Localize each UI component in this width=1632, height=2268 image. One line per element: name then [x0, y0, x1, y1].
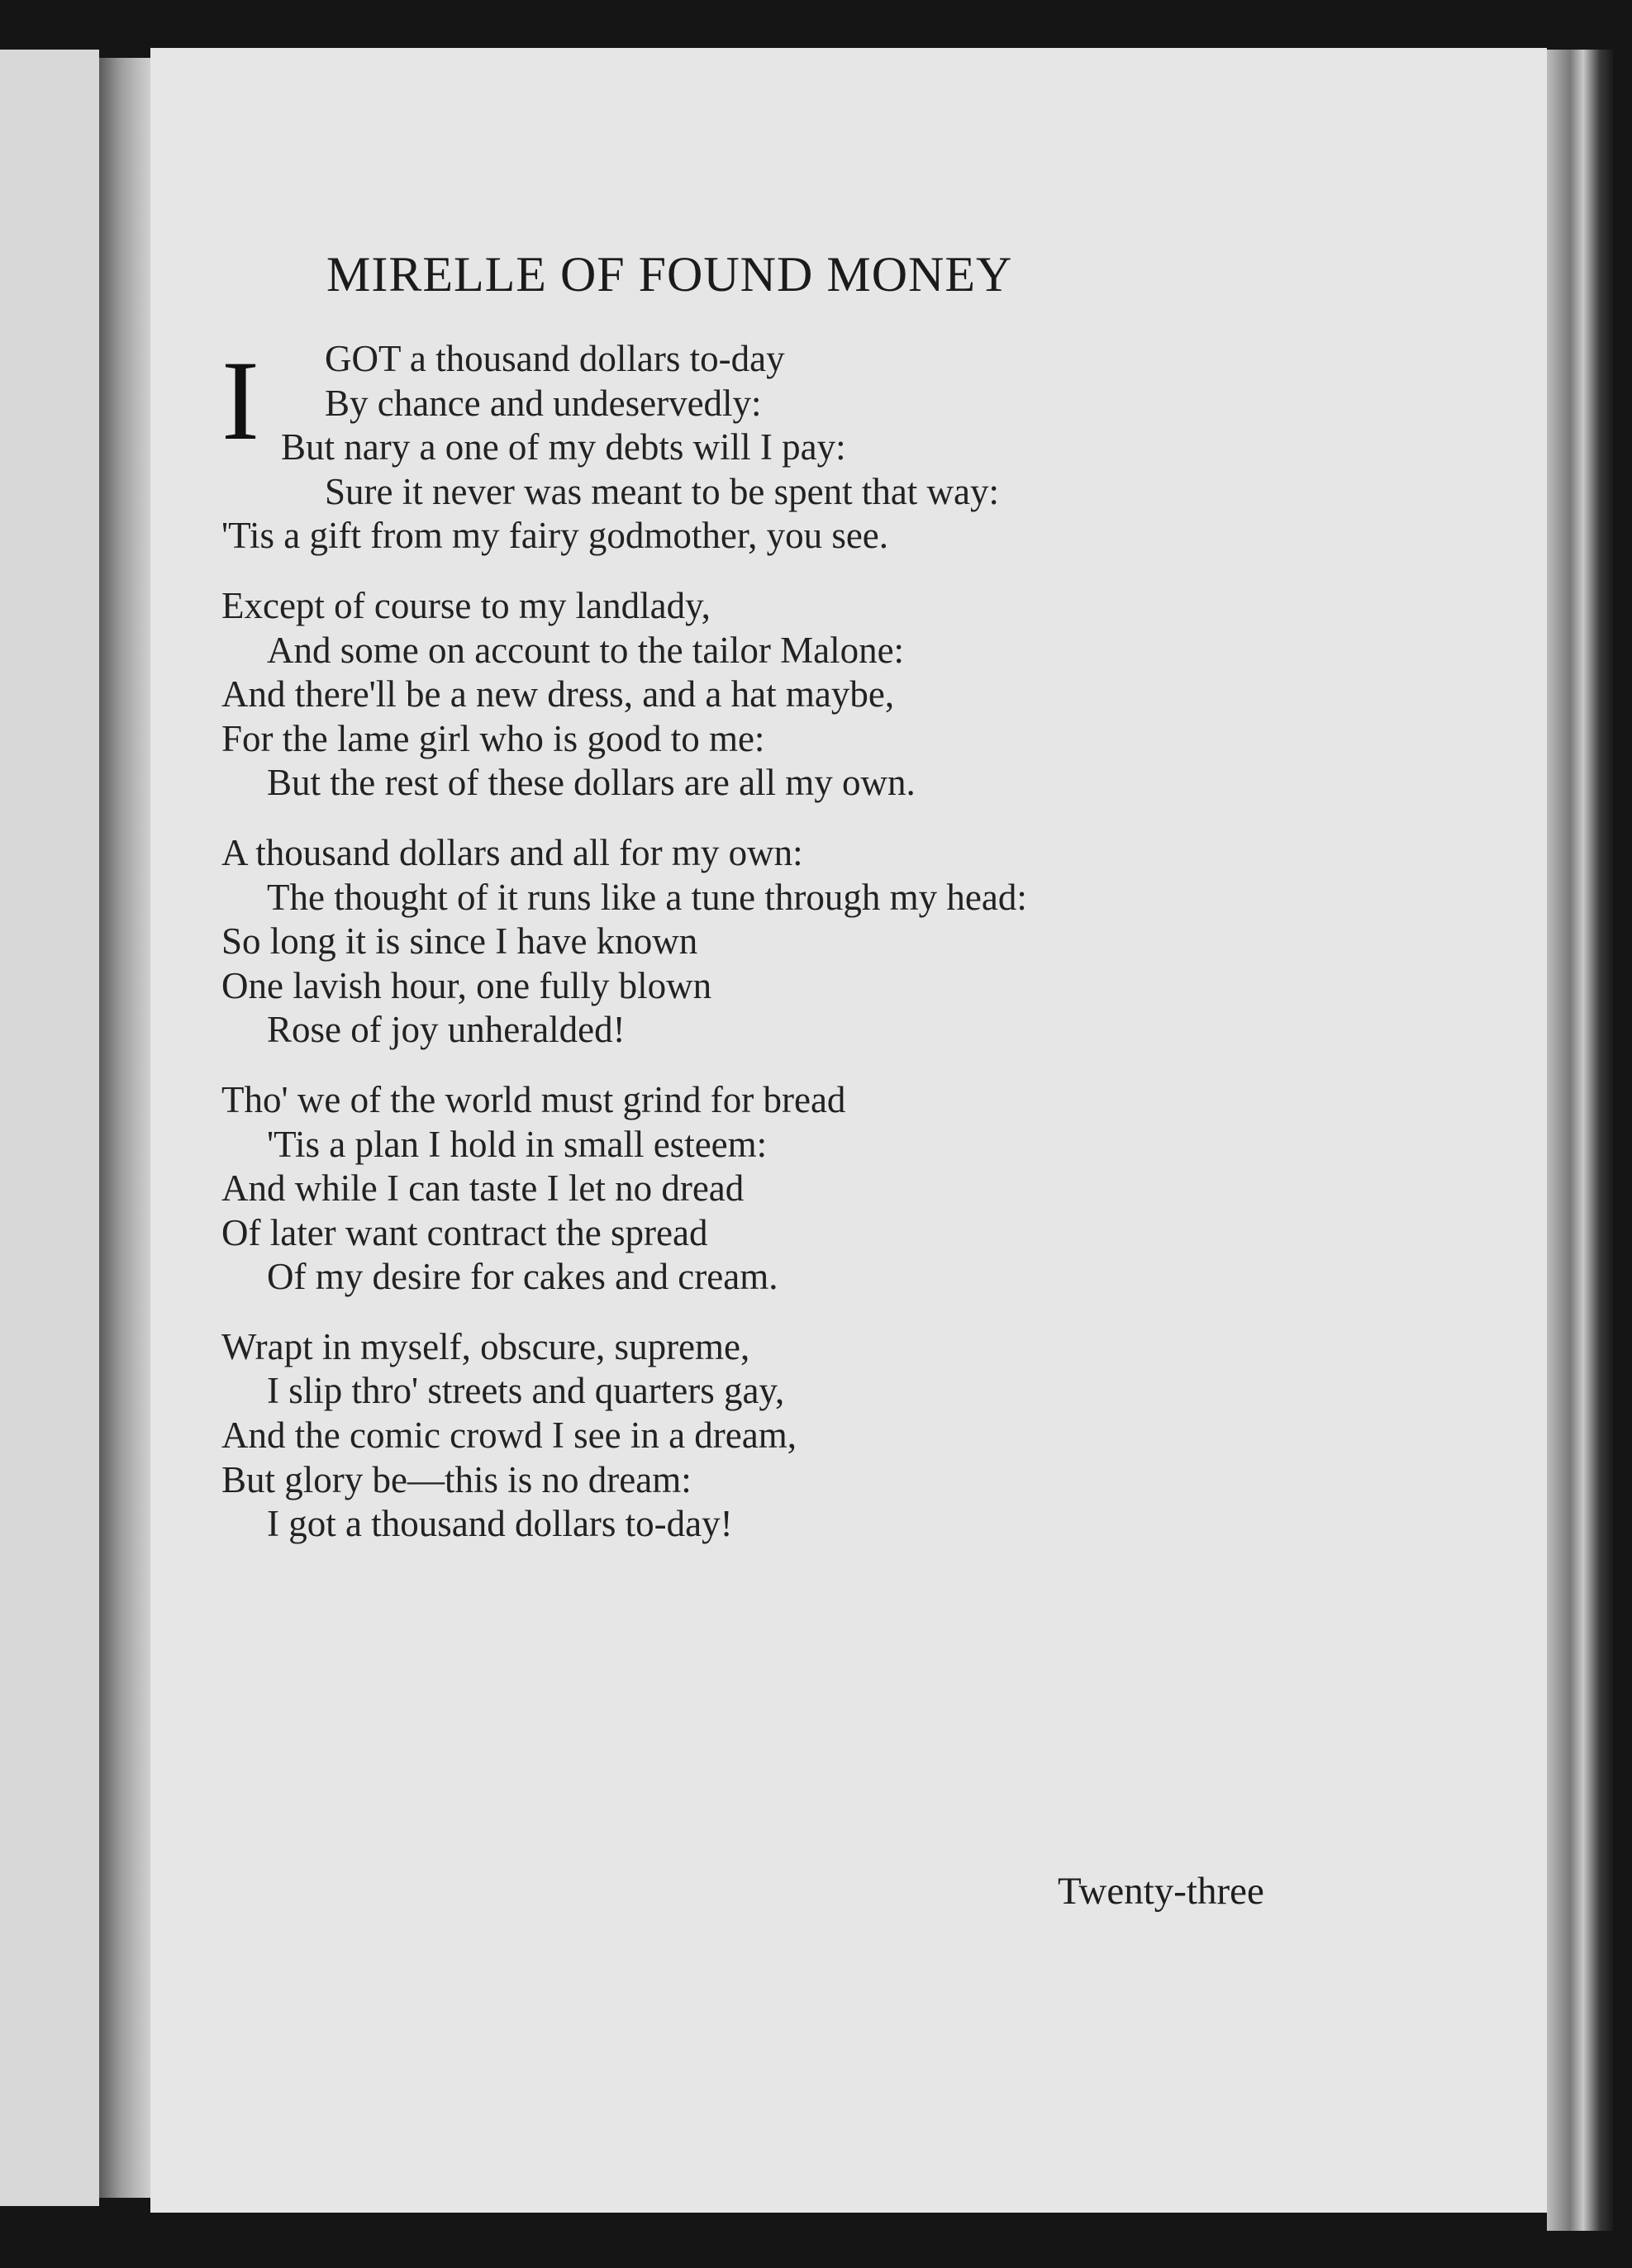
- poem-line: One lavish hour, one fully blown: [221, 964, 712, 1006]
- drop-cap: I: [221, 337, 259, 464]
- right-page-edge: [1547, 50, 1613, 2231]
- poem-line: By chance and undeservedly:: [325, 382, 762, 424]
- poem-line: Of my desire for cakes and cream.: [267, 1256, 778, 1298]
- poem-body: [221, 337, 1378, 1572]
- left-page-edge: [0, 50, 99, 2206]
- poem-line: Rose of joy unheralded!: [267, 1009, 626, 1051]
- poem-line: The thought of it runs like a tune through my head:: [267, 876, 1027, 918]
- page-number: Twenty-three: [1058, 1870, 1264, 1913]
- poem-line: Wrapt in myself, obscure, supreme,: [221, 1325, 750, 1367]
- poem-title: MIRELLE OF FOUND MONEY: [326, 247, 1013, 302]
- poem-line: Except of course to my landlady,: [221, 584, 711, 626]
- poem-line: A thousand dollars and all for my own:: [221, 831, 803, 873]
- poem-line: So long it is since I have known: [221, 920, 698, 963]
- poem-line: GOT a thousand dollars to-day: [325, 338, 785, 379]
- stanza-3: [221, 831, 1378, 1053]
- book-gutter: [99, 58, 150, 2198]
- poem-line: But glory be—this is no dream:: [221, 1458, 692, 1500]
- poem-line: But the rest of these dollars are all my own.: [267, 762, 916, 804]
- stanza-2: [221, 584, 1378, 806]
- stanza-5: [221, 1325, 1378, 1547]
- poem-line: Tho' we of the world must grind for bread: [221, 1078, 846, 1120]
- poem-line: And some on account to the tailor Malone:: [267, 629, 905, 671]
- poem-line: 'Tis a plan I hold in small esteem:: [267, 1123, 768, 1165]
- poem-line: For the lame girl who is good to me:: [221, 717, 765, 759]
- poem-line: And there'll be a new dress, and a hat maybe,: [221, 673, 895, 716]
- poem-line: And the comic crowd I see in a dream,: [221, 1415, 797, 1457]
- poem-line: But nary a one of my debts will I pay:: [281, 426, 846, 468]
- poem-line: 'Tis a gift from my fairy godmother, you see.: [221, 515, 889, 557]
- poem-line: I got a thousand dollars to-day!: [267, 1503, 733, 1545]
- poem-line: And while I can taste I let no dread: [221, 1167, 745, 1210]
- stanza-4: [221, 1078, 1378, 1300]
- poem-line: I slip thro' streets and quarters gay,: [267, 1370, 785, 1412]
- poem-line: Of later want contract the spread: [221, 1211, 708, 1253]
- poem-line: Sure it never was meant to be spent that way:: [325, 470, 1000, 512]
- stanza-1: [221, 337, 1378, 559]
